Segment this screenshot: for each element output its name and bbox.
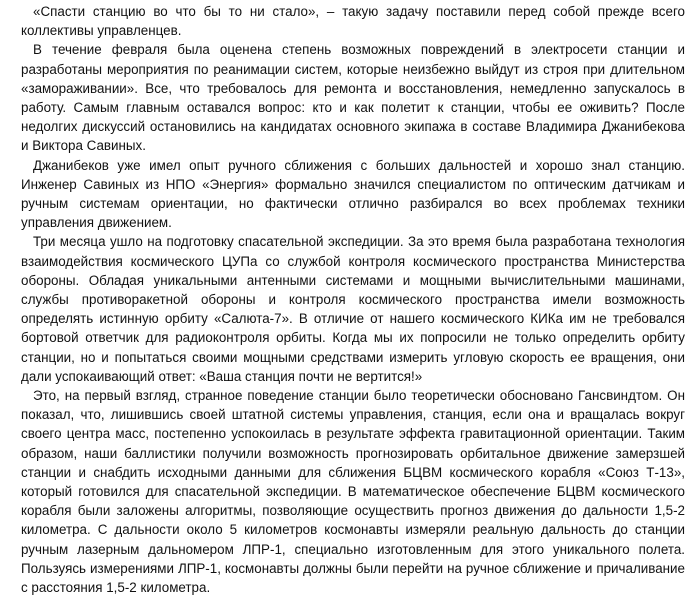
paragraph-february-assessment: В течение февраля была оценена степень возможных повреждений в электросети станции и разработаны мероприятия по реанимации систем, которые неизбежно выйдут из строя при длительном «замораживании». Все, что требовалось для ремонта и восстановления, немедленно запускалось в работу. Самым главным оставался вопрос: кто и как полетит к станции, чтобы ее оживить? После недолгих дискуссий остановились на кандидатах основного экипажа в составе Владимира Джанибекова и Виктора Савиных. [21, 42, 685, 154]
paragraph-station-behavior: Это, на первый взгляд, странное поведение станции было теоретически обосновано Гансвиндтом. Он показал, что, лишившись своей штатной системы управления, станция, если она и вращалась вокруг своего центра масс, постепенно успокоилась в результате эффекта гравитационной ориентации. Таким образом, наши баллистики получили возможность прогнозировать орбитальное движение замерзшей станции и снабдить исходными данными для сближения БЦВМ космического корабля «Союз Т-13», который готовился для спасательной экспедиции. В математическое обеспечение БЦВМ космического корабля были заложены алгоритмы, позволяющие осуществить прогноз движения до дальности 1,5-2 километра. С дальности около 5 километров космонавты измеряли реальную дальность до станции ручным лазерным дальномером ЛПР-1, специально изготовленным для этого уникального полета. Пользуясь измерениями ЛПР-1, космонавты должны были перейти на ручное сближение и причаливание с расстояния 1,5-2 километра. [21, 388, 685, 596]
paragraph-rescue-goal: «Спасти станцию во что бы то ни стало», – такую задачу поставили перед собой прежде всего коллективы управленцев. [21, 4, 685, 39]
paragraph-crew-experience: Джанибеков уже имел опыт ручного сближения с больших дальностей и хорошо знал станцию. Инженер Савиных из НПО «Энергия» формально значился специалистом по оптическим датчикам и ручным системам ориентации, но фактически отлично разбирался во всех проблемах техники управления движением. [21, 157, 685, 231]
paragraph-expedition-preparation: Три месяца ушло на подготовку спасательной экспедиции. За это время была разработана технология взаимодействия космического ЦУПа со службой контроля космического пространства Министерства обороны. Обладая уникальными антенными системами и мощными вычислительными машинами, службы противоракетной обороны и контроля космического пространства имели возможность определять истинную орбиту «Салюта-7». В отличие от нашего космического КИКа им не требовался бортовой ответчик для радиоконтроля орбиты. Когда мы их попросили не только определить орбиту станции, но и попытаться своими мощными средствами измерить угловую скорость ее вращения, они дали успокаивающий ответ: «Ваша станция почти не вертится!» [21, 234, 685, 384]
